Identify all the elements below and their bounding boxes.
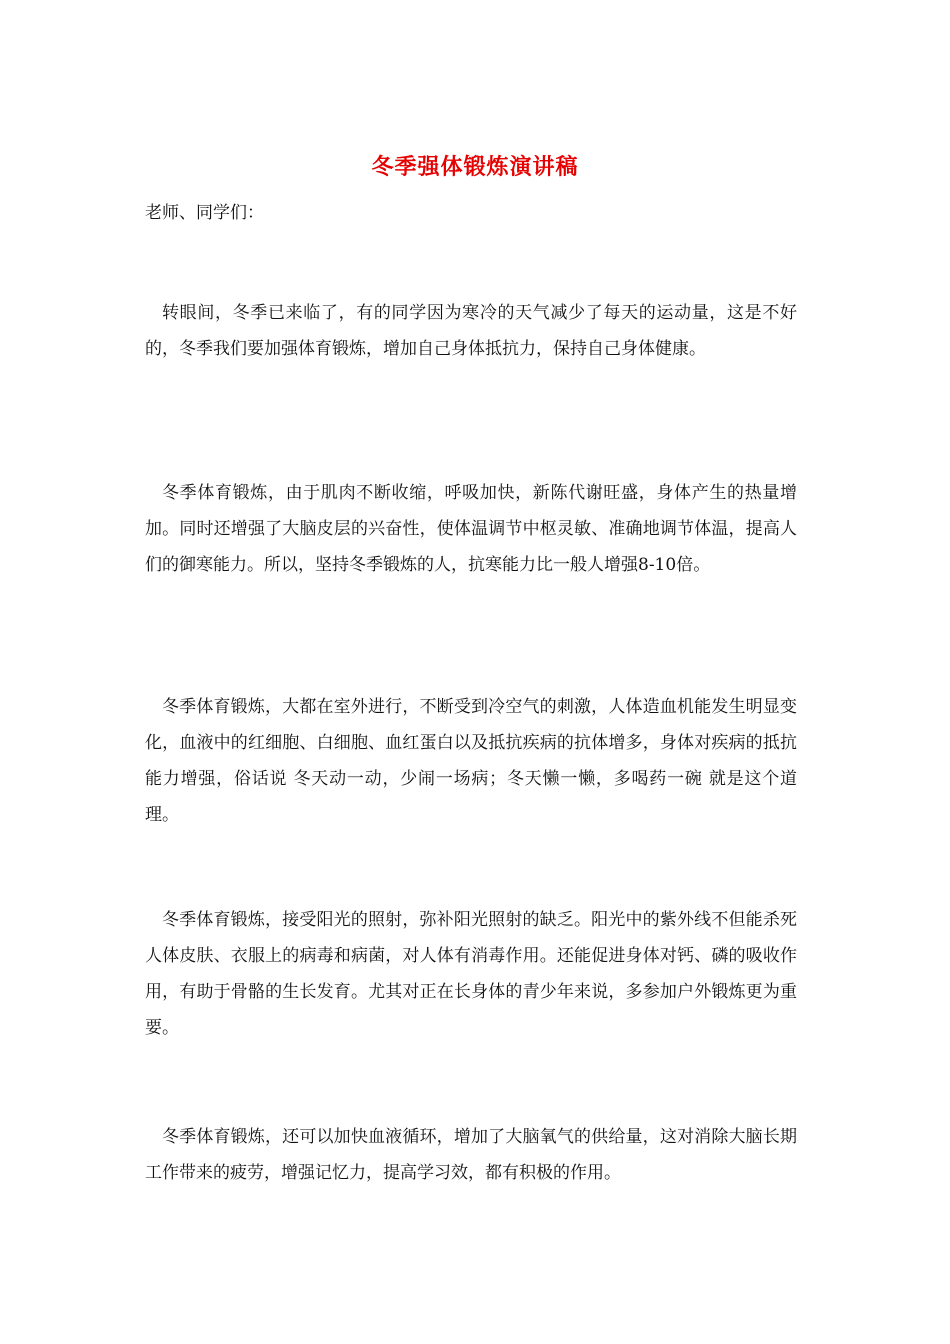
- salutation: 老师、同学们：: [145, 203, 264, 223]
- document-title: 冬季强体锻炼演讲稿: [371, 155, 579, 180]
- paragraph-1: 转眼间，冬季已来临了，有的同学因为寒冷的天气减少了每天的运动量，这是不好的，冬季我们要加强体育锻炼，增加自己身体抵抗力，保持自己身体健康。: [145, 303, 797, 359]
- paragraph-5: 冬季体育锻炼，还可以加快血液循环，增加了大脑氧气的供给量，这对消除大脑长期工作带来的疲劳，增强记忆力，提高学习效，都有积极的作用。: [145, 1127, 797, 1183]
- paragraph-3: 冬季体育锻炼，大都在室外进行，不断受到冷空气的刺激，人体造血机能发生明显变化，血液中的红细胞、白细胞、血红蛋白以及抵抗疾病的抗体增多，身体对疾病的抵抗能力增强，俗话说 冬天动一动，少闹一场病；冬天懒一懒，多喝药一碗 就是这个道理。: [145, 697, 797, 825]
- paragraph-4: 冬季体育锻炼，接受阳光的照射，弥补阳光照射的缺乏。阳光中的紫外线不但能杀死人体皮肤、衣服上的病毒和病菌，对人体有消毒作用。还能促进身体对钙、磷的吸收作用，有助于骨骼的生长发育。尤其对正在长身体的青少年来说，多参加户外锻炼更为重要。: [145, 910, 797, 1038]
- paragraph-2: 冬季体育锻炼，由于肌肉不断收缩，呼吸加快，新陈代谢旺盛，身体产生的热量增加。同时还增强了大脑皮层的兴奋性，使体温调节中枢灵敏、准确地调节体温，提高人们的御寒能力。所以，坚持冬季锻炼的人，抗寒能力比一般人增强8-10倍。: [145, 483, 797, 575]
